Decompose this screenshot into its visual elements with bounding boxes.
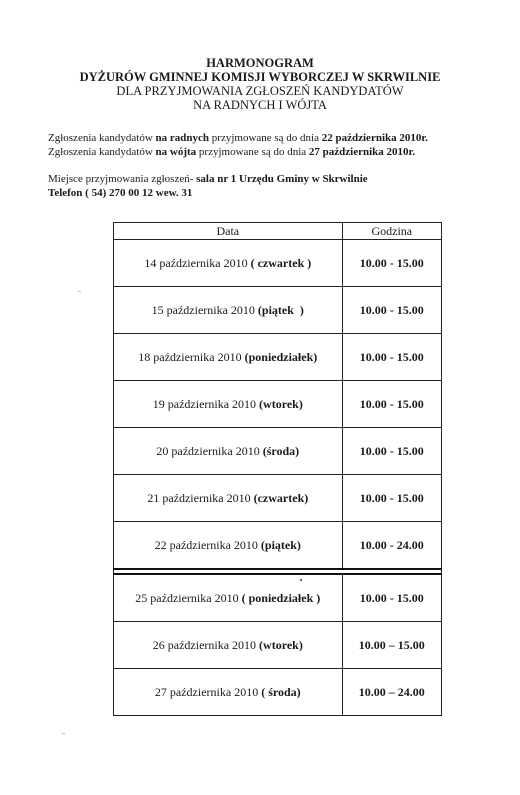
date-text: 21 października 2010	[147, 490, 254, 505]
table-row	[114, 381, 442, 428]
weekday-text: (piątek )	[257, 302, 304, 317]
date-cell	[114, 669, 343, 716]
table-row	[114, 428, 442, 475]
weekday-text: (piątek)	[260, 537, 301, 552]
info-wojt-date: 27 października 2010r.	[308, 146, 416, 158]
date-text: 27 października 2010	[154, 684, 262, 699]
table-row	[114, 475, 442, 522]
hour-cell: 10.00 - 15.00	[342, 574, 441, 622]
info-place	[48, 172, 368, 186]
info-radni-date: 22 października 2010r.	[321, 132, 428, 144]
date-cell	[114, 574, 343, 622]
info-radni-prefix: Zgłoszenia kandydatów	[48, 132, 156, 144]
date-cell	[114, 522, 343, 570]
table-row	[114, 669, 442, 716]
schedule-body	[114, 240, 442, 716]
date-text: 20 października 2010	[156, 443, 263, 458]
document-subtitle-3: NA RADNYCH I WÓJTA	[193, 98, 327, 112]
date-text: 14 października 2010	[144, 255, 251, 270]
date-cell	[114, 475, 343, 522]
date-text: 26 października 2010	[152, 637, 260, 652]
date-text: 15 października 2010	[151, 302, 258, 317]
weekday-text: (czwartek)	[253, 490, 309, 505]
weekday-text: (poniedziałek)	[244, 349, 318, 364]
date-cell	[114, 381, 343, 428]
date-cell	[114, 622, 343, 669]
hour-cell: 10.00 - 15.00	[342, 287, 441, 334]
date-text: 19 października 2010	[152, 396, 260, 411]
table-row	[114, 334, 442, 381]
weekday-text: (wtorek)	[259, 637, 303, 652]
date-cell	[114, 334, 343, 381]
info-wojt-bold: na wójta	[155, 146, 197, 158]
hour-cell: 10.00 - 15.00	[342, 475, 441, 522]
info-radni-mid: przyjmowane są do dnia	[209, 132, 322, 144]
info-wojt-mid: przyjmowane są do dnia	[196, 146, 309, 158]
hour-cell: 10.00 - 15.00	[342, 334, 441, 381]
schedule-table	[113, 222, 442, 716]
table-row	[114, 240, 442, 287]
hour-cell: 10.00 - 15.00	[342, 381, 441, 428]
date-text: 18 października 2010	[138, 349, 245, 364]
hour-cell: 10.00 - 24.00	[342, 522, 441, 570]
hour-cell: 10.00 – 24.00	[342, 669, 441, 716]
document-title: HARMONOGRAM	[206, 56, 314, 70]
header-hour: Godzina	[342, 223, 441, 240]
date-cell	[114, 287, 343, 334]
weekday-text: ( czwartek )	[250, 255, 312, 270]
table-row	[114, 622, 442, 669]
date-text: 25 października 2010	[135, 590, 242, 605]
info-radni	[48, 131, 428, 145]
hour-cell: 10.00 - 15.00	[342, 240, 441, 287]
weekday-text: (środa)	[262, 443, 300, 458]
document-subtitle: DYŻURÓW GMINNEJ KOMISJI WYBORCZEJ W SKRWILNIE	[79, 70, 441, 84]
scan-speck	[78, 291, 81, 292]
date-cell	[114, 428, 343, 475]
weekday-text: (wtorek)	[259, 396, 303, 411]
scan-dot	[300, 579, 302, 581]
info-place-bold: sala nr 1 Urzędu Gminy w Skrwilnie	[196, 173, 368, 185]
table-header-row	[114, 223, 442, 240]
hour-cell: 10.00 - 15.00	[342, 428, 441, 475]
info-wojt	[48, 145, 415, 159]
header-date: Data	[114, 223, 343, 240]
weekday-text: ( poniedziałek )	[241, 590, 321, 605]
weekday-text: ( środa)	[261, 684, 301, 699]
table-row	[114, 574, 442, 622]
date-cell	[114, 240, 343, 287]
scan-speck	[62, 733, 65, 734]
table-row	[114, 287, 442, 334]
document-subtitle-2: DLA PRZYJMOWANIA ZGŁOSZEŃ KANDYDATÓW	[116, 84, 404, 98]
hour-cell: 10.00 – 15.00	[342, 622, 441, 669]
info-phone: Telefon ( 54) 270 00 12 wew. 31	[48, 187, 193, 199]
info-place-prefix: Miejsce przyjmowania zgłoszeń-	[48, 173, 197, 185]
info-radni-bold: na radnych	[155, 132, 210, 144]
table-row	[114, 522, 442, 570]
info-wojt-prefix: Zgłoszenia kandydatów	[48, 146, 156, 158]
date-text: 22 października 2010	[154, 537, 261, 552]
